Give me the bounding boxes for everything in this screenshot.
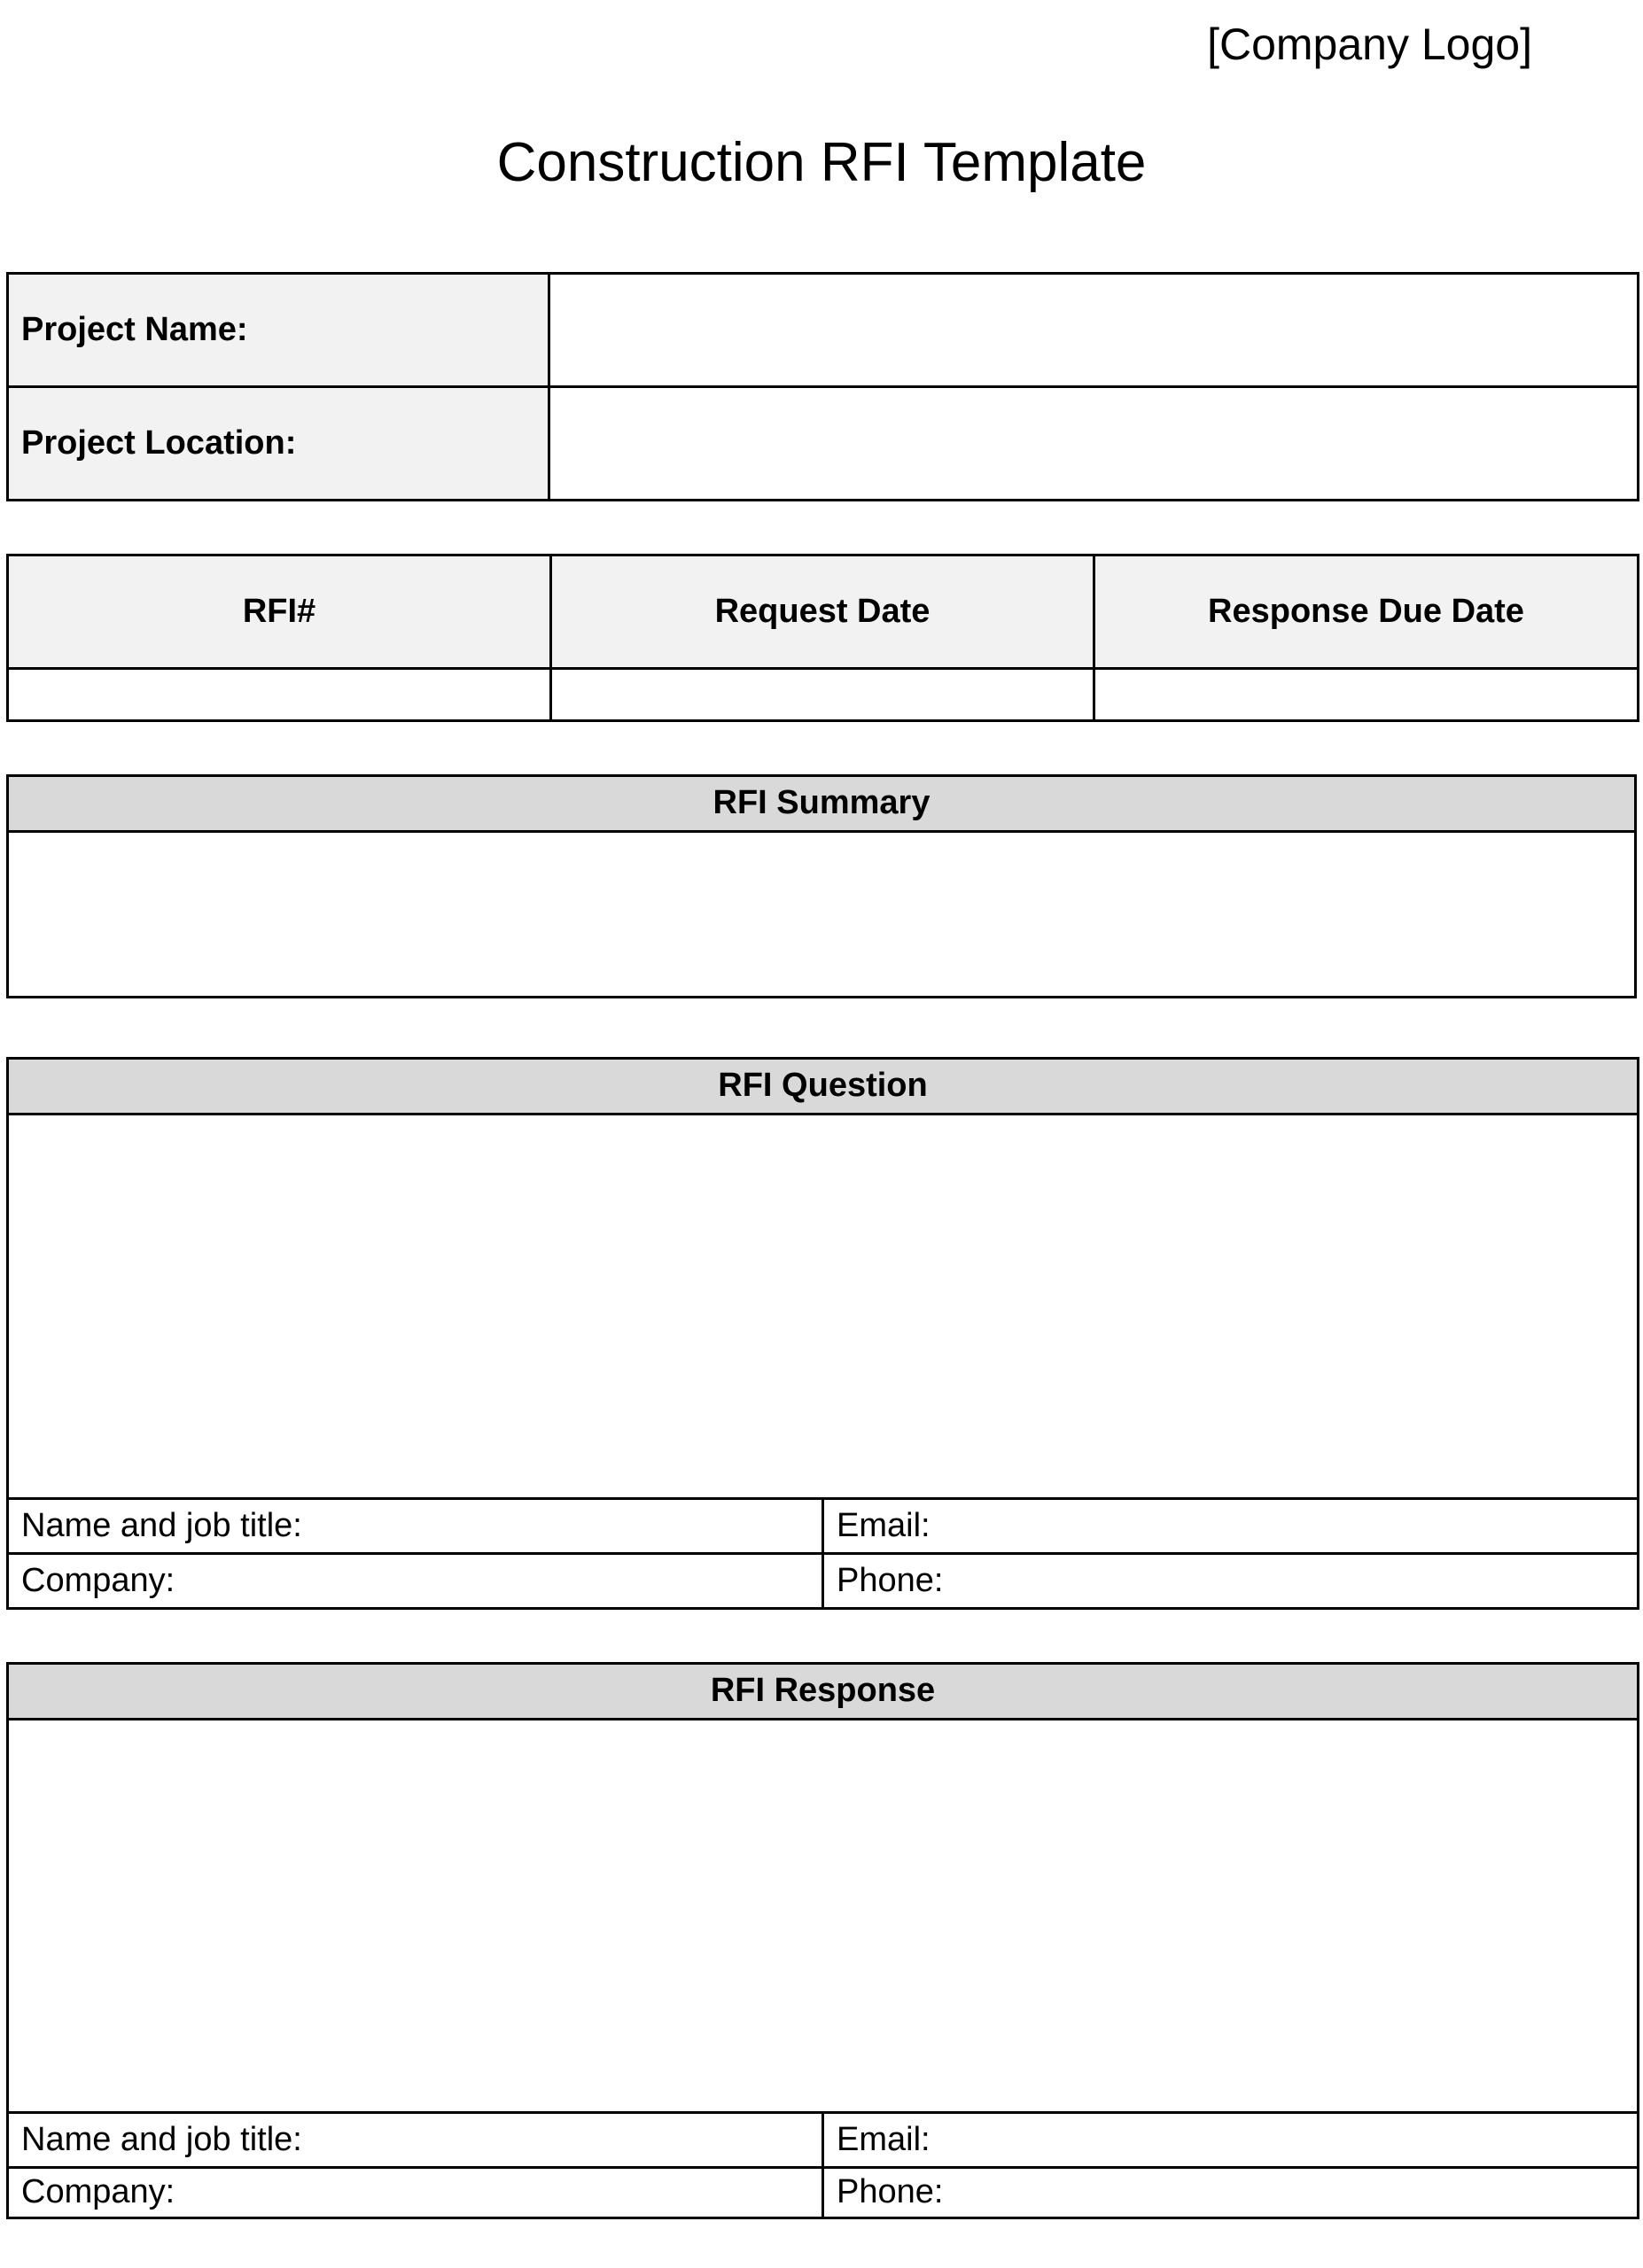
project-name-label: Project Name:	[8, 273, 549, 386]
rfi-question-header: RFI Question	[8, 1058, 1639, 1114]
rfi-response-input-cell[interactable]	[8, 1719, 1639, 2112]
table-header-row	[8, 555, 1639, 668]
rfi-summary-header: RFI Summary	[8, 775, 1636, 831]
table-row	[8, 831, 1636, 997]
response-contact-phone-cell[interactable]	[823, 2167, 1639, 2218]
question-contact-email-label: Email:	[837, 1506, 931, 1544]
table-header-row	[8, 1663, 1639, 1719]
rfi-question-input-cell[interactable]	[8, 1114, 1639, 1498]
project-name-input-cell[interactable]	[549, 273, 1639, 386]
response-contact-name-label: Name and job title:	[21, 2120, 302, 2158]
question-contact-company-cell[interactable]	[8, 1553, 823, 1608]
question-contact-phone-label: Phone:	[837, 1561, 944, 1599]
response-contact-email-label: Email:	[837, 2120, 931, 2158]
table-header-row	[8, 775, 1636, 831]
response-due-date-header: Response Due Date	[1094, 555, 1639, 668]
rfi-number-input-cell[interactable]	[8, 668, 551, 720]
table-header-row	[8, 1058, 1639, 1114]
rfi-summary-table	[6, 774, 1637, 998]
question-contact-name-cell[interactable]	[8, 1498, 823, 1553]
rfi-info-table	[6, 554, 1639, 722]
response-contact-phone-label: Phone:	[837, 2173, 944, 2210]
response-due-date-input-cell[interactable]	[1094, 668, 1639, 720]
table-row	[8, 1553, 1639, 1608]
rfi-response-header: RFI Response	[8, 1663, 1639, 1719]
project-info-table	[6, 272, 1639, 501]
question-contact-email-cell[interactable]	[823, 1498, 1639, 1553]
question-contact-phone-cell[interactable]	[823, 1553, 1639, 1608]
table-row	[8, 1719, 1639, 2112]
project-location-label: Project Location:	[8, 386, 549, 500]
project-location-input-cell[interactable]	[549, 386, 1639, 500]
rfi-number-header: RFI#	[8, 555, 551, 668]
response-contact-company-cell[interactable]	[8, 2167, 823, 2218]
company-logo-placeholder: [Company Logo]	[1207, 19, 1532, 69]
table-row	[8, 668, 1639, 720]
table-row	[8, 1498, 1639, 1553]
rfi-summary-input-cell[interactable]	[8, 831, 1636, 997]
question-contact-name-label: Name and job title:	[21, 1506, 302, 1544]
rfi-response-table	[6, 1662, 1639, 2219]
request-date-header: Request Date	[551, 555, 1094, 668]
table-row	[8, 1114, 1639, 1498]
question-contact-company-label: Company:	[21, 1561, 175, 1599]
table-row	[8, 2112, 1639, 2167]
response-contact-email-cell[interactable]	[823, 2112, 1639, 2167]
table-row	[8, 273, 1639, 386]
table-row	[8, 386, 1639, 500]
request-date-input-cell[interactable]	[551, 668, 1094, 720]
rfi-question-table	[6, 1057, 1639, 1610]
response-contact-company-label: Company:	[21, 2173, 175, 2210]
page-title: Construction RFI Template	[496, 131, 1147, 193]
response-contact-name-cell[interactable]	[8, 2112, 823, 2167]
table-row	[8, 2167, 1639, 2218]
